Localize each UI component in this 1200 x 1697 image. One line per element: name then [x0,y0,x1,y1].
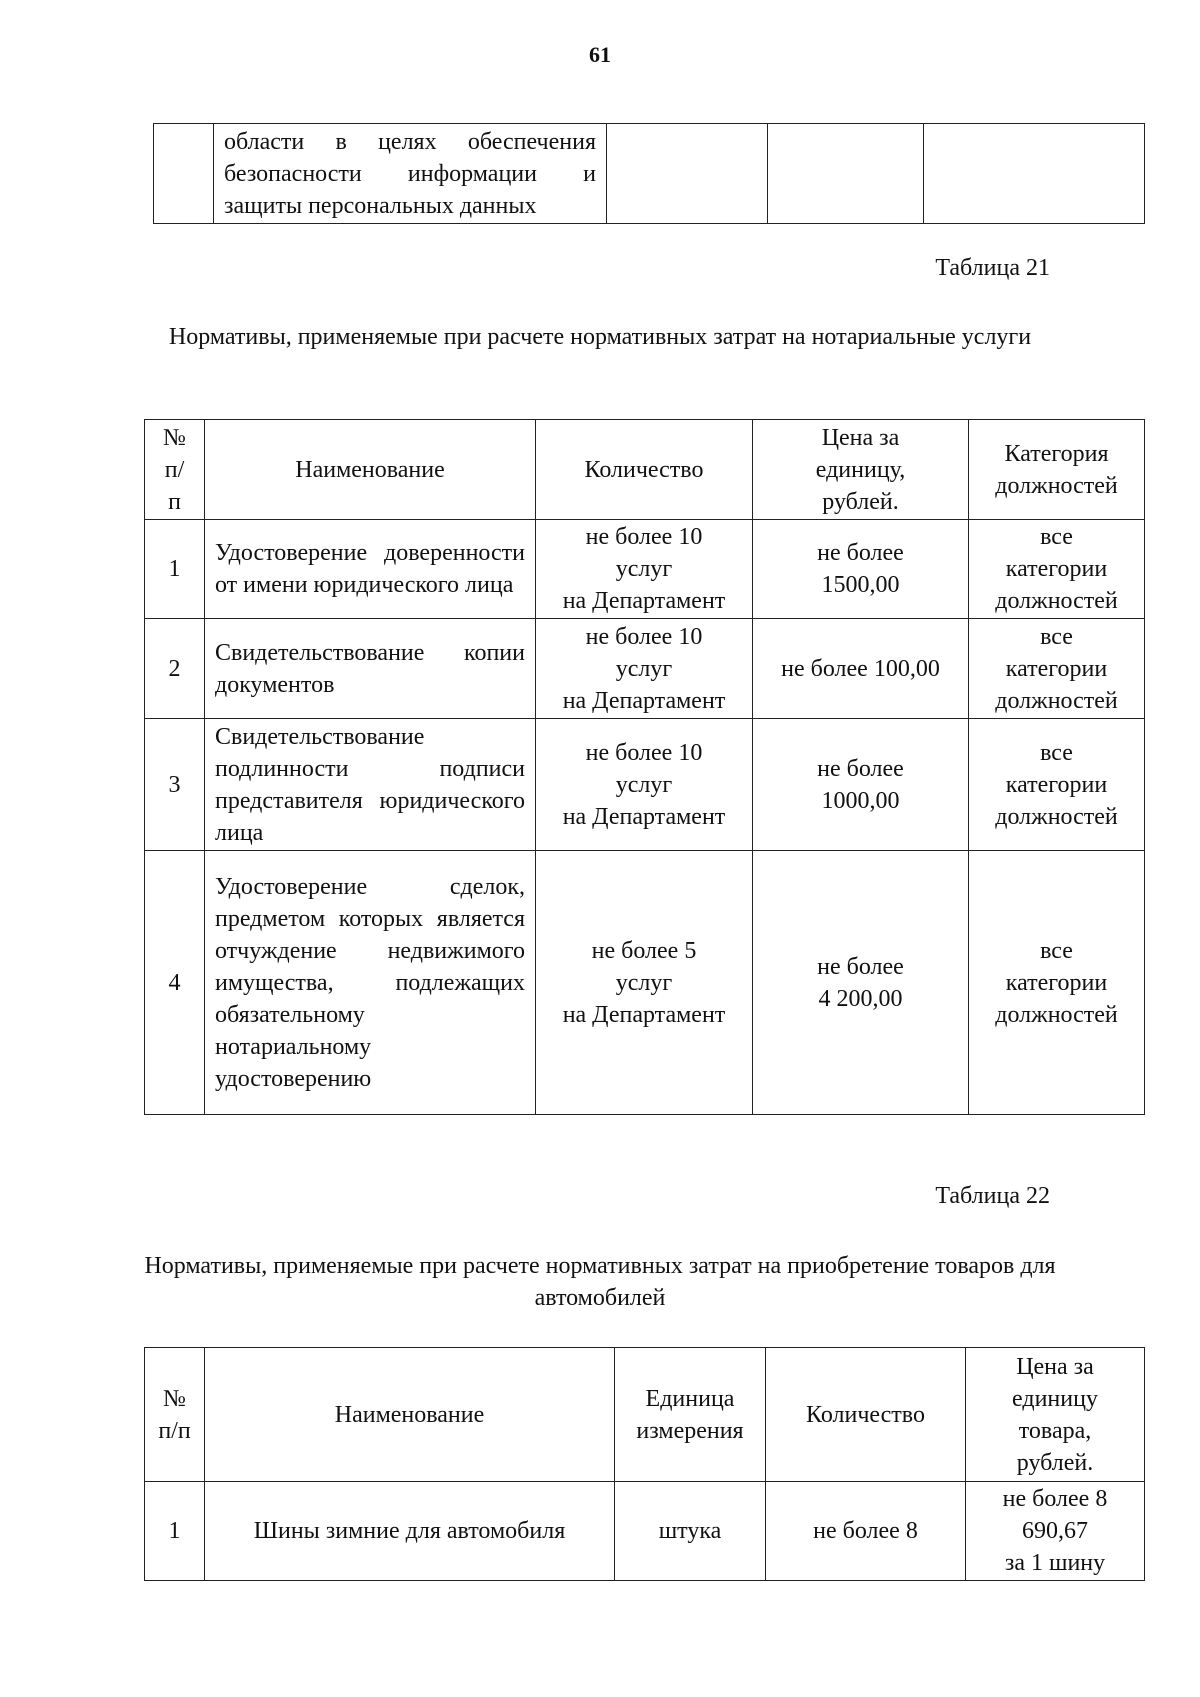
cell-price: не более 100,00 [753,619,969,719]
header-num: № п/п [145,1348,205,1482]
cell-num: 4 [145,851,205,1115]
table-cell [924,124,1145,224]
header-category: Категория должностей [969,420,1145,520]
table-row [145,851,1145,1115]
header-qty: Количество [766,1348,966,1482]
table-row [145,520,1145,619]
cell-qty: не более 8 [766,1482,966,1581]
cell-qty: не более 10 услуг на Департамент [536,520,753,619]
cell-name: Удостоверение доверенности от имени юридического лица [205,520,536,619]
header-price: Цена за единицу товара, рублей. [966,1348,1145,1482]
cell-category: все категории должностей [969,719,1145,851]
cell-category: все категории должностей [969,520,1145,619]
cell-num: 2 [145,619,205,719]
table-row [145,719,1145,851]
cell-name: Свидетельствование подлинности подписи представителя юридического лица [205,719,536,851]
table-header-row [145,1348,1145,1482]
cell-category: все категории должностей [969,851,1145,1115]
cell-price: не более 4 200,00 [753,851,969,1115]
table22 [144,1347,1145,1581]
table-row [145,1482,1145,1581]
cell-price: не более 1500,00 [753,520,969,619]
header-num: № п/ п [145,420,205,520]
cell-num: 1 [145,520,205,619]
header-price: Цена за единицу, рублей. [753,420,969,520]
cell-name: Шины зимние для автомобиля [205,1482,615,1581]
cell-price: не более 1000,00 [753,719,969,851]
cell-unit: штука [615,1482,766,1581]
header-unit: Единица измерения [615,1348,766,1482]
header-name: Наименование [205,420,536,520]
table21 [144,419,1145,1115]
cell-name: Удостоверение сделок, предметом которых является отчуждение недвижимого имущества, подлежащих обязательному нотариальному удостоверению [205,851,536,1115]
continued-table [153,123,1145,224]
header-name: Наименование [205,1348,615,1482]
table-cell [154,124,214,224]
table21-title: Нормативы, применяемые при расчете нормативных затрат на нотариальные услуги [168,324,1032,350]
page-number: 61 [589,42,611,67]
table-cell [768,124,924,224]
table22-title: Нормативы, применяемые при расчете нормативных затрат на приобретение товаров для автомобилей [144,1253,1056,1311]
header-qty: Количество [536,420,753,520]
table-header-row [145,420,1145,520]
cell-category: все категории должностей [969,619,1145,719]
cell-num: 3 [145,719,205,851]
continued-text: области в целях обеспечения безопасности информации и защиты персональных данных [214,124,607,224]
table-cell [607,124,768,224]
table22-label: Таблица 22 [935,1183,1050,1209]
cell-num: 1 [145,1482,205,1581]
cell-price: не более 8 690,67 за 1 шину [966,1482,1145,1581]
table-row [145,619,1145,719]
cell-qty: не более 10 услуг на Департамент [536,619,753,719]
cell-name: Свидетельствование копии документов [205,619,536,719]
table21-label: Таблица 21 [935,255,1050,281]
cell-qty: не более 10 услуг на Департамент [536,719,753,851]
cell-qty: не более 5 услуг на Департамент [536,851,753,1115]
